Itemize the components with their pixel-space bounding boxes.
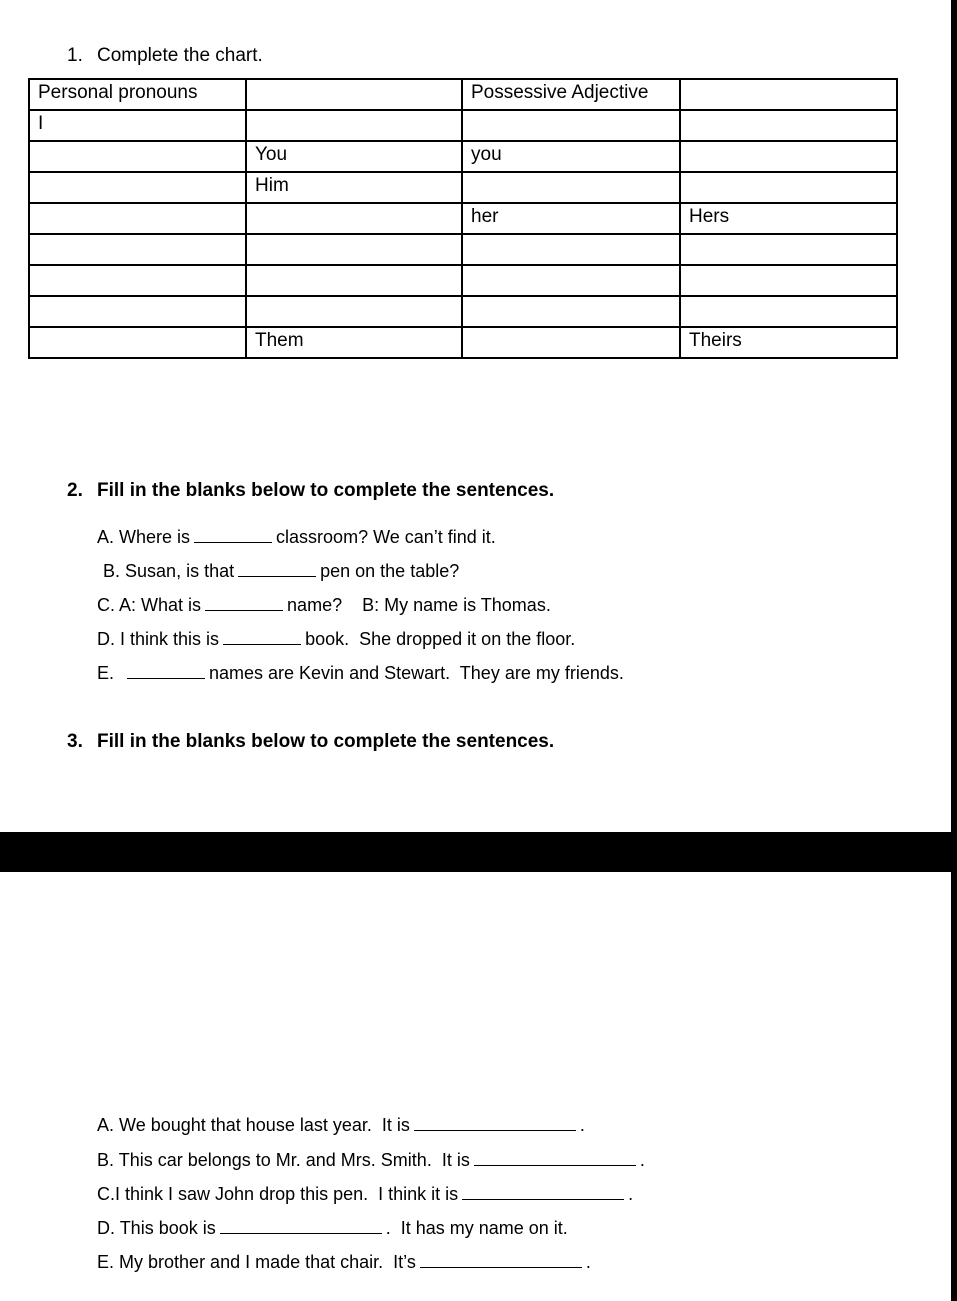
table-cell[interactable]: Possessive Adjective xyxy=(462,79,680,110)
table-cell[interactable] xyxy=(29,296,246,327)
table-cell[interactable] xyxy=(29,172,246,203)
table-cell[interactable]: you xyxy=(462,141,680,172)
item-label: B. xyxy=(103,561,121,581)
sentence-item xyxy=(97,1251,591,1273)
question-text: Fill in the blanks below to complete the sentences. xyxy=(97,480,555,501)
item-label: E. xyxy=(97,1252,115,1272)
table-cell[interactable] xyxy=(246,79,462,110)
table-row xyxy=(29,327,897,358)
table-cell[interactable]: I xyxy=(29,110,246,141)
table-cell[interactable] xyxy=(680,79,897,110)
sentence-item xyxy=(97,662,624,684)
sentence-item xyxy=(97,594,551,616)
answer-blank[interactable] xyxy=(127,662,205,679)
sentence-after: . It has my name on it. xyxy=(385,1218,568,1238)
sentence-after: names are Kevin and Stewart. They are my friends. xyxy=(209,663,624,683)
question-number: 2. xyxy=(67,480,83,501)
sentence-after: book. She dropped it on the floor. xyxy=(305,629,576,649)
table-cell[interactable] xyxy=(29,327,246,358)
sentence-before: This car belongs to Mr. and Mrs. Smith. It is xyxy=(118,1150,470,1170)
sentence-item xyxy=(97,1183,633,1205)
table-cell[interactable] xyxy=(29,265,246,296)
answer-blank[interactable] xyxy=(474,1149,636,1166)
table-cell[interactable] xyxy=(680,265,897,296)
table-row xyxy=(29,110,897,141)
table-row xyxy=(29,141,897,172)
answer-blank[interactable] xyxy=(223,628,301,645)
table-cell[interactable] xyxy=(246,110,462,141)
table-row xyxy=(29,234,897,265)
sentence-before: Where is xyxy=(119,527,191,547)
table-cell[interactable] xyxy=(462,265,680,296)
item-label: C. xyxy=(97,595,115,615)
sentence-item xyxy=(103,560,459,582)
table-cell[interactable] xyxy=(246,265,462,296)
table-cell[interactable] xyxy=(462,296,680,327)
table-cell[interactable] xyxy=(680,110,897,141)
sentence-before: I think this is xyxy=(120,629,220,649)
sentence-before: We bought that house last year. It is xyxy=(119,1115,410,1135)
sentence-item xyxy=(97,1149,645,1171)
sentence-after: . xyxy=(628,1184,634,1204)
table-cell[interactable] xyxy=(246,234,462,265)
sentence-after: . xyxy=(585,1252,591,1272)
sentence-item xyxy=(97,526,496,548)
answer-blank[interactable] xyxy=(194,526,272,543)
item-label: E. xyxy=(97,663,115,683)
sentence-before: I think I saw John drop this pen. I think it is xyxy=(115,1184,459,1204)
sentence-item xyxy=(97,1217,568,1239)
table-row xyxy=(29,265,897,296)
item-label: D. xyxy=(97,1218,115,1238)
question-text: Fill in the blanks below to complete the sentences. xyxy=(97,731,555,752)
table-cell[interactable] xyxy=(29,141,246,172)
question-2-title xyxy=(67,480,554,502)
item-label: A. xyxy=(97,1115,115,1135)
table-cell[interactable] xyxy=(680,172,897,203)
table-cell[interactable]: Them xyxy=(246,327,462,358)
table-row xyxy=(29,296,897,327)
table-cell[interactable] xyxy=(462,172,680,203)
item-label: D. xyxy=(97,629,115,649)
answer-blank[interactable] xyxy=(205,594,283,611)
sentence-before: Susan, is that xyxy=(125,561,235,581)
table-cell[interactable] xyxy=(680,141,897,172)
table-cell[interactable] xyxy=(462,110,680,141)
question-1-title xyxy=(67,45,263,67)
answer-blank[interactable] xyxy=(462,1183,624,1200)
sentence-before: A: What is xyxy=(119,595,202,615)
table-cell[interactable] xyxy=(29,203,246,234)
table-cell[interactable] xyxy=(462,327,680,358)
sentence-after: . xyxy=(639,1150,645,1170)
sentence-item xyxy=(97,628,575,650)
table-cell[interactable] xyxy=(462,234,680,265)
sentence-after: name? B: My name is Thomas. xyxy=(287,595,551,615)
item-label: A. xyxy=(97,527,115,547)
question-number: 3. xyxy=(67,731,83,752)
item-label: B. xyxy=(97,1150,115,1170)
table-row xyxy=(29,203,897,234)
answer-blank[interactable] xyxy=(220,1217,382,1234)
table-cell[interactable] xyxy=(29,234,246,265)
question-3-title xyxy=(67,731,554,753)
table-row xyxy=(29,172,897,203)
table-cell[interactable] xyxy=(246,296,462,327)
sentence-after: . xyxy=(579,1115,585,1135)
answer-blank[interactable] xyxy=(420,1251,582,1268)
sentence-before: This book is xyxy=(119,1218,216,1238)
answer-blank[interactable] xyxy=(238,560,316,577)
item-label: C. xyxy=(97,1184,115,1204)
table-cell[interactable] xyxy=(246,203,462,234)
redaction-band xyxy=(0,832,951,872)
table-cell[interactable]: Hers xyxy=(680,203,897,234)
table-row xyxy=(29,79,897,110)
table-cell[interactable]: You xyxy=(246,141,462,172)
pronoun-chart xyxy=(28,78,898,359)
table-cell[interactable] xyxy=(680,234,897,265)
sentence-before: My brother and I made that chair. It’s xyxy=(119,1252,416,1272)
table-cell[interactable]: Him xyxy=(246,172,462,203)
sentence-after: classroom? We can’t find it. xyxy=(276,527,496,547)
sentence-after: pen on the table? xyxy=(320,561,460,581)
answer-blank[interactable] xyxy=(414,1114,576,1131)
question-text: Complete the chart. xyxy=(97,45,263,66)
right-edge-bar xyxy=(951,0,957,1301)
table-cell[interactable]: Personal pronouns xyxy=(29,79,246,110)
table-cell[interactable]: Theirs xyxy=(680,327,897,358)
sentence-item xyxy=(97,1114,585,1136)
question-number: 1. xyxy=(67,45,83,66)
table-cell[interactable] xyxy=(680,296,897,327)
table-cell[interactable]: her xyxy=(462,203,680,234)
